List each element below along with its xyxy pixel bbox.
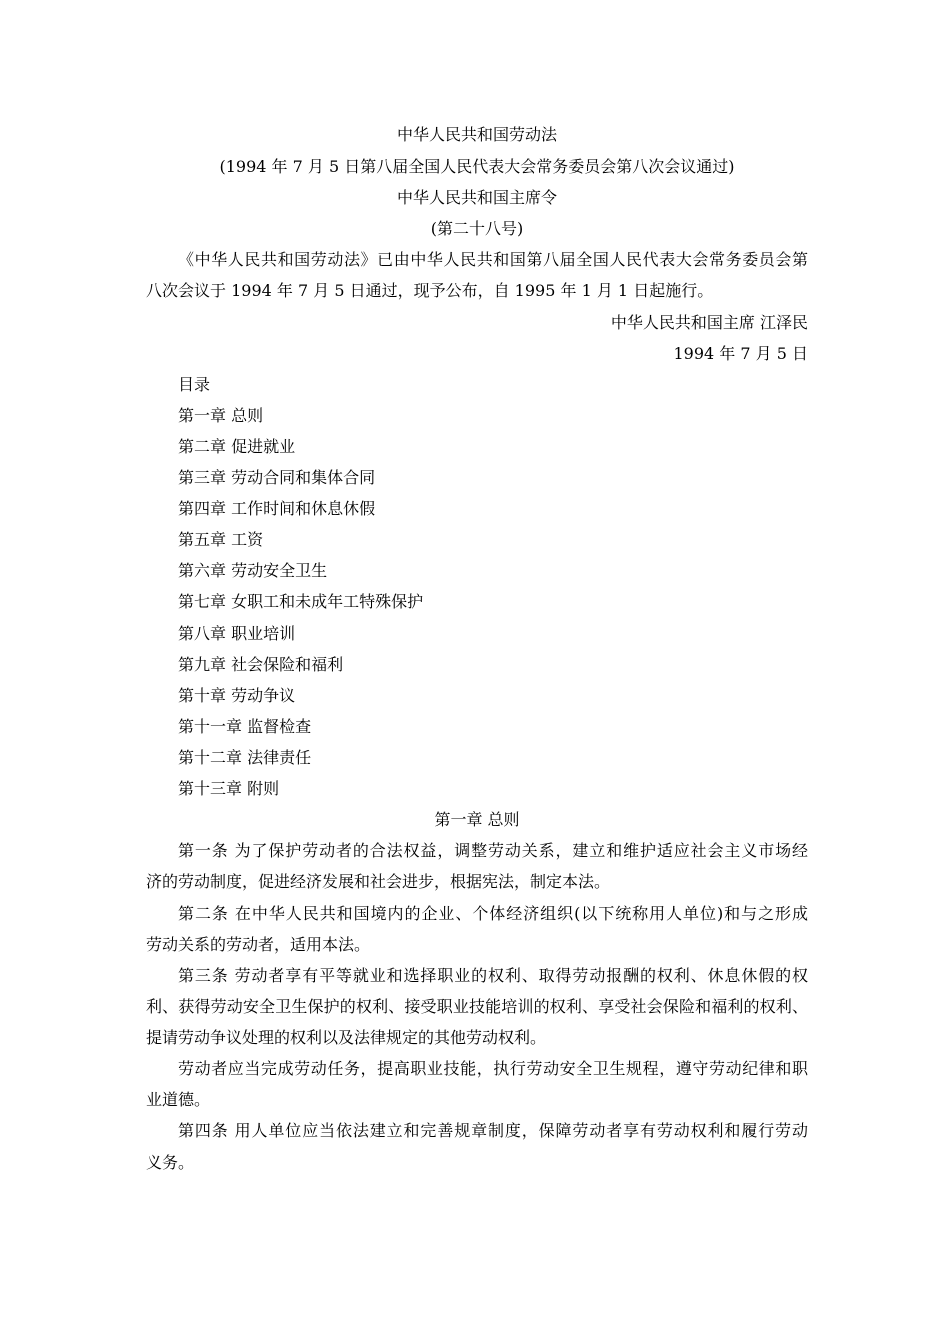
toc-item: 第五章 工资 [178,530,264,549]
toc-heading: 目录 [178,375,211,394]
toc-item: 第九章 社会保险和福利 [178,655,344,674]
chapter-heading: 第一章 总则 [434,810,520,829]
toc-item: 第一章 总则 [178,406,264,425]
toc-item: 第七章 女职工和未成年工特殊保护 [178,592,424,611]
toc-item: 第十二章 法律责任 [178,748,312,767]
toc-item: 第十一章 监督检查 [178,717,312,736]
promulgation-date: 1994 年 7 月 5 日 [673,344,808,363]
toc-item: 第三章 劳动合同和集体合同 [178,468,376,487]
article-3-para-2-line-1: 劳动者应当完成劳动任务，提高职业技能，执行劳动安全卫生规程，遵守劳动纪律和职 [178,1059,808,1078]
order-number: (第二十八号) [430,219,524,238]
adoption-note: (1994 年 7 月 5 日第八届全国人民代表大会常务委员会第八次会议通过) [219,157,735,176]
toc-item: 第二章 促进就业 [178,437,296,456]
toc-item: 第十章 劳动争议 [178,686,296,705]
toc-item: 第六章 劳动安全卫生 [178,561,328,580]
promulgation-line-2: 八次会议于 1994 年 7 月 5 日通过，现予公布，自 1995 年 1 月 1 日起施行。 [146,281,714,300]
article-4-line-1: 第四条 用人单位应当依法建立和完善规章制度，保障劳动者享有劳动权利和履行劳动 [178,1121,808,1140]
order-title: 中华人民共和国主席令 [396,188,557,207]
signer: 中华人民共和国主席 江泽民 [610,313,808,332]
article-3-line-1: 第三条 劳动者享有平等就业和选择职业的权利、取得劳动报酬的权利、休息休假的权 [178,966,808,985]
promulgation-line-1: 《中华人民共和国劳动法》已由中华人民共和国第八届全国人民代表大会常务委员会第 [178,250,808,269]
toc-item: 第十三章 附则 [178,779,280,798]
article-3-line-2: 利、获得劳动安全卫生保护的权利、接受职业技能培训的权利、享受社会保险和福利的权利、 [146,997,808,1016]
article-3-line-3: 提请劳动争议处理的权利以及法律规定的其他劳动权利。 [146,1028,547,1047]
toc-item: 第四章 工作时间和休息休假 [178,499,376,518]
article-4-line-2: 义务。 [146,1153,195,1172]
article-1-line-1: 第一条 为了保护劳动者的合法权益，调整劳动关系，建立和维护适应社会主义市场经 [178,841,808,860]
article-1-line-2: 济的劳动制度，促进经济发展和社会进步，根据宪法，制定本法。 [146,872,611,891]
law-title: 中华人民共和国劳动法 [396,125,557,144]
article-2-line-1: 第二条 在中华人民共和国境内的企业、个体经济组织(以下统称用人单位)和与之形成 [178,904,808,923]
toc-item: 第八章 职业培训 [178,624,296,643]
article-2-line-2: 劳动关系的劳动者，适用本法。 [146,935,371,954]
article-3-para-2-line-2: 业道德。 [146,1090,211,1109]
